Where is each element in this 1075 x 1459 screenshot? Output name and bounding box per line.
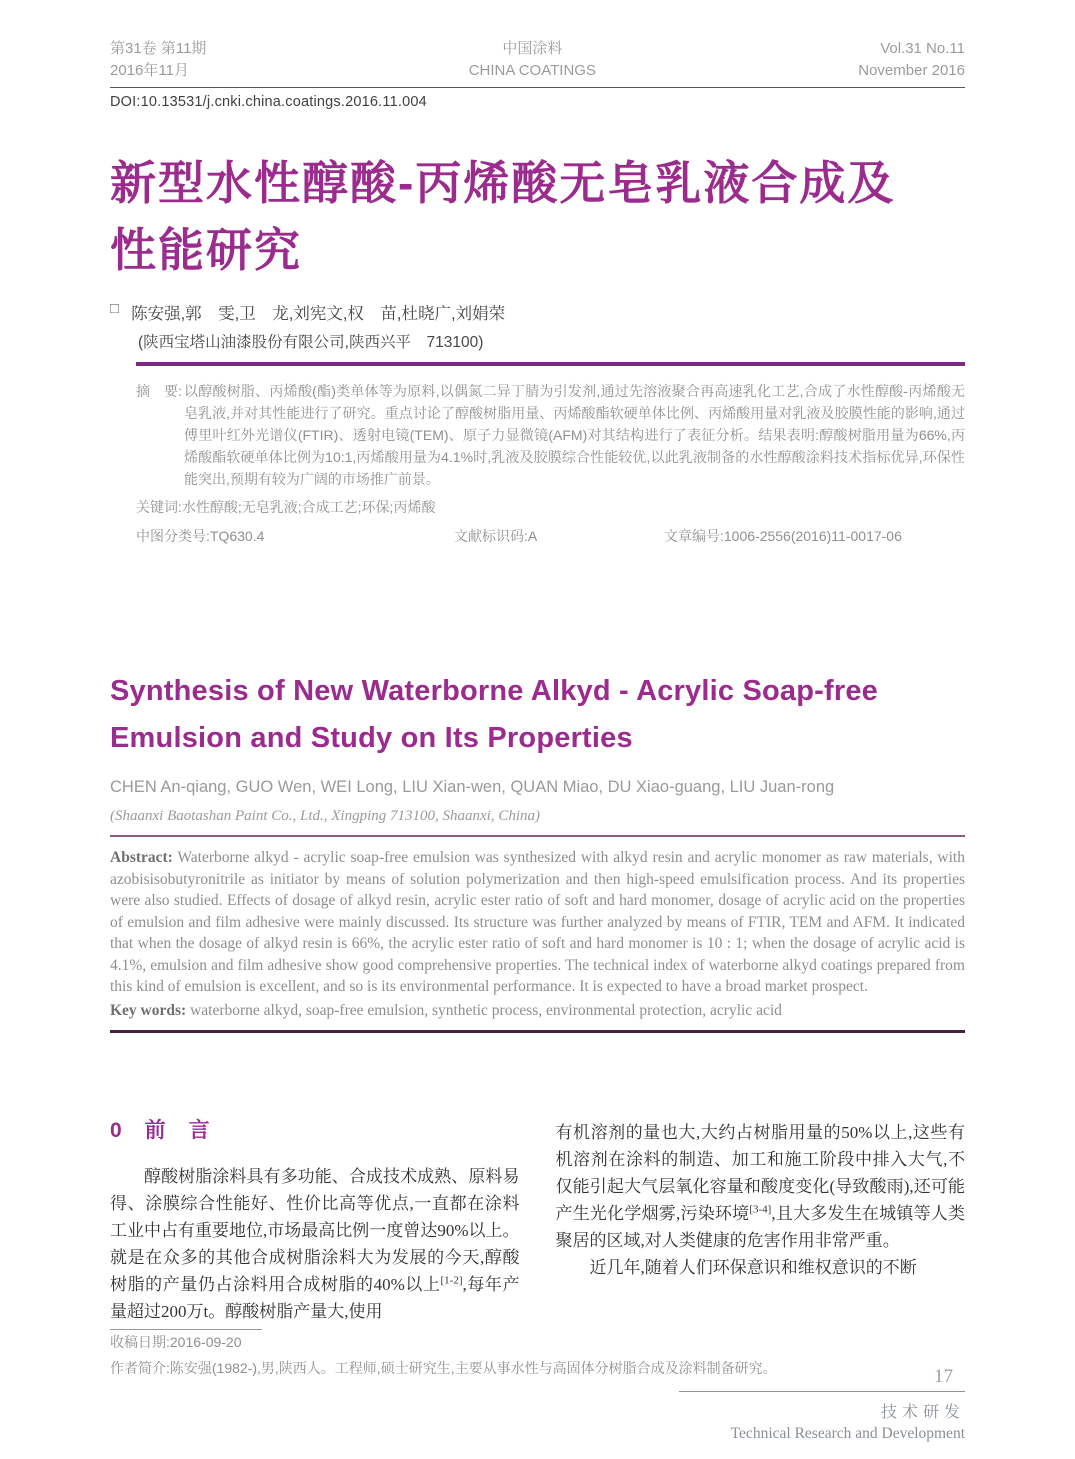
keywords-cn-label: 关键词: [136,499,182,515]
right-column [556,1119,966,1354]
date-cn: 2016年11月 [110,62,189,79]
left-column [110,1119,520,1354]
keywords-en-label: Key words: [110,1001,187,1019]
intro-left-seg2: ,每年产量超过200万t。醇酸树脂产量大,使用 [110,1275,520,1321]
date-en: November 2016 [858,62,965,79]
abstract-cn-text: 以醇酸树脂、丙烯酸(酯)类单体等为原料,以偶氮二异丁腈为引发剂,通过先溶液聚合再高速乳化工艺,合成了水性醇酸-丙烯酸无皂乳液,并对其性能进行了研究。重点讨论了醇酸树脂用量、丙烯酸酯软硬单体比例、丙烯酸用量对乳液及胶膜性能的影响,通过傅里叶红外光谱仪(FTIR)、透射电镜(TEM)、原子力显微镜(AFM)对其结构进行了表征分析。结果表明:醇酸树脂用量为66%,丙烯酸酯软硬单体比例为10:1,丙烯酸用量为4.1%时,乳液及胶膜综合性能较优,以此乳液制备的水性醇酸涂料技术指标优异,环保性能突出,预期有较为广阔的市场推广前景。 [184,383,965,487]
column-name-cn: 技术研发 [880,1404,965,1421]
header-center [469,38,596,82]
header-left [110,38,206,82]
journal-name-cn: 中国涂料 [502,40,563,57]
keywords-cn [136,496,965,518]
article-title-en-line2: Emulsion and Study on Its Properties [110,722,633,754]
keywords-en [110,1000,965,1022]
article-title-cn-line2: 性能研究 [110,224,302,276]
intro-paragraph-right-2: 近几年,随着人们环保意识和维权意识的不断 [589,1258,917,1277]
divider-keywords [110,1030,965,1033]
article-title-cn [110,150,965,284]
authors-en: CHEN An-qiang, GUO Wen, WEI Long, LIU Xian-wen, QUAN Miao, DU Xiao-guang, LIU Juan-rong [110,778,835,796]
intro-right-seg2: ,且大多发生在城镇等人类聚居的区域,对人类健康的危害作用非常严重。 [555,1204,966,1250]
volume-issue-cn: 第31卷 第11期 [110,40,207,57]
divider-authors [136,362,965,366]
article-title-cn-line1: 新型水性醇酸-丙烯酸无皂乳液合成及 [110,157,896,209]
header-right [858,38,965,82]
column-name-en: Technical Research and Development [730,1425,965,1442]
abstract-en-text: Waterborne alkyd - acrylic soap-free emulsion was synthesized with alkyd resin and acrylic monomer as raw materials, with azobisisobutyronitrile as initiator by means of solution polymerization and then high-speed emulsification process. And its properties were also studied. Effects of dosage of alkyd resin, acrylic ester ratio of soft and hard monomer, dosage of acrylic acid on the properties of emulsion and film adhesive were mainly discussed. Its structure was further analyzed by means of FTIR, TEM and AFM. It indicated that when the dosage of alkyd resin is 66%, the acrylic ester ratio of soft and hard monomer is 10 : 1; when the dosage of acrylic acid is 4.1%, emulsion and film adhesive show good comprehensive properties. The technical index of waterborne alkyd coatings prepared from this kind of emulsion is excellent, and so is its environmental performance. It is expected to have a broad market prospect. [110,849,965,995]
abstract-cn-label: 摘 要: [136,383,182,399]
journal-name-en: CHINA COATINGS [468,62,596,79]
keywords-cn-text: 水性醇酸;无皂乳液;合成工艺;环保;丙烯酸 [181,499,436,515]
page-footer [679,1366,965,1443]
citation-ref-3-4: [3-4] [749,1203,772,1216]
intro-left-seg1: 醇酸树脂涂料具有多功能、合成技术成熟、原料易得、涂膜综合性能好、性价比高等优点,一直都在涂料工业中占有重要地位,市场最高比例一度曾达90%以上。就是在众多的其他合成树脂涂料大为发展的今天,醇酸树脂的产量仍占涂料用合成树脂的40%以上 [110,1167,520,1294]
footnote-block [110,1329,520,1354]
affiliation-cn: (陕西宝塔山油漆股份有限公司,陕西兴平 713100) [138,334,484,351]
abstract-en [110,847,965,998]
document-code: 文献标识码:A [454,528,538,544]
received-date: 收稿日期:2016-09-20 [110,1334,242,1350]
abstract-en-label: Abstract: [110,849,173,866]
section-heading-0: 0 前 言 [110,1119,211,1142]
author-bio: 作者简介:陈安强(1982-),男,陕西人。工程师,硕士研究生,主要从事水性与高固体分树脂合成及涂料制备研究。 [110,1360,777,1376]
classification-row [136,526,965,546]
body-columns [110,1119,965,1354]
divider-english-block [110,835,965,837]
volume-issue-en: Vol.31 No.11 [880,40,965,57]
journal-header [110,38,965,88]
authors-cn [110,300,965,324]
page-number: 17 [934,1366,953,1387]
intro-paragraph-right-1 [556,1119,966,1254]
intro-right-seg1: 有机溶剂的量也大,大约占树脂用量的50%以上,这些有机溶剂在涂料的制造、加工和施工阶段中排入大气,不仅能引起大气层氧化容量和酸度变化(导致酸雨),还可能产生光化学烟雾,污染环境 [555,1123,965,1223]
footer-divider [679,1391,965,1392]
abstract-cn [136,380,965,490]
citation-ref-1-2: [1-2] [440,1274,463,1287]
keywords-en-text: waterborne alkyd, soap-free emulsion, synthetic process, environmental protection, acrylic acid [186,1001,782,1019]
doi-line: DOI:10.13531/j.cnki.china.coatings.2016.11.004 [110,94,427,110]
author-names-cn: 陈安强,郭 雯,卫 龙,刘宪文,权 苗,杜晓广,刘娟荣 [131,305,506,323]
article-title-en-line1: Synthesis of New Waterborne Alkyd - Acrylic Soap-free [110,675,879,707]
article-id: 文章编号:1006-2556(2016)11-0017-06 [664,528,902,544]
author-marker-square: □ [110,300,120,317]
intro-paragraph-left [110,1163,520,1325]
clc-number: 中图分类号:TQ630.4 [136,528,265,544]
affiliation-en: (Shaanxi Baotashan Paint Co., Ltd., Xingping 713100, Shaanxi, China) [110,808,540,824]
article-title-en [110,668,965,762]
